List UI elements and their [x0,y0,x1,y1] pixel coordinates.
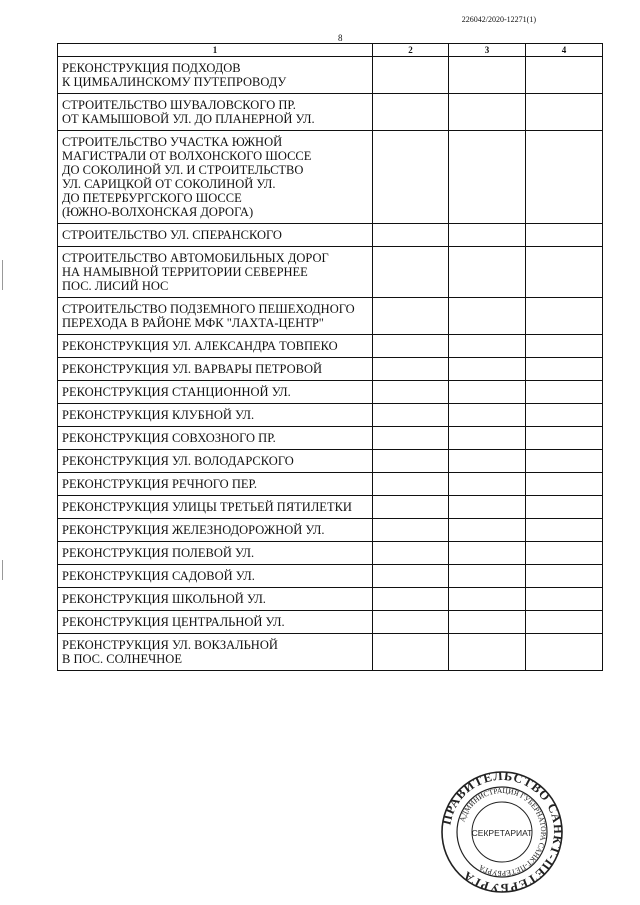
empty-cell [526,381,603,404]
empty-cell [526,611,603,634]
empty-cell [449,519,526,542]
table-row [58,427,603,450]
table-row [58,57,603,94]
empty-cell [373,335,449,358]
empty-cell [449,358,526,381]
row-name-cell: РЕКОНСТРУКЦИЯ СТАНЦИОННОЙ УЛ. [58,381,373,404]
empty-cell [373,588,449,611]
table-row [58,298,603,335]
empty-cell [526,473,603,496]
empty-cell [526,404,603,427]
empty-cell [373,131,449,224]
empty-cell [373,57,449,94]
empty-cell [449,634,526,671]
empty-cell [449,335,526,358]
empty-cell [373,496,449,519]
row-name-cell: РЕКОНСТРУКЦИЯ РЕЧНОГО ПЕР. [58,473,373,496]
empty-cell [449,224,526,247]
empty-cell [526,450,603,473]
row-name-cell: РЕКОНСТРУКЦИЯ ЦЕНТРАЛЬНОЙ УЛ. [58,611,373,634]
row-name-cell: СТРОИТЕЛЬСТВО АВТОМОБИЛЬНЫХ ДОРОГ НА НАМЫВНОЙ ТЕРРИТОРИИ СЕВЕРНЕЕ ПОС. ЛИСИЙ НОС [58,247,373,298]
table-row [58,358,603,381]
row-name-cell: РЕКОНСТРУКЦИЯ САДОВОЙ УЛ. [58,565,373,588]
table-row [58,473,603,496]
empty-cell [526,358,603,381]
row-name-cell: РЕКОНСТРУКЦИЯ УЛ. ВОКЗАЛЬНОЙ В ПОС. СОЛНЕЧНОЕ [58,634,373,671]
empty-cell [449,57,526,94]
empty-cell [449,381,526,404]
table-row [58,381,603,404]
row-name-cell: РЕКОНСТРУКЦИЯ ЖЕЛЕЗНОДОРОЖНОЙ УЛ. [58,519,373,542]
empty-cell [373,224,449,247]
row-name-cell: РЕКОНСТРУКЦИЯ ПОДХОДОВ К ЦИМБАЛИНСКОМУ ПУТЕПРОВОДУ [58,57,373,94]
roads-table [57,43,603,671]
svg-text:ПРАВИТЕЛЬСТВО САНКТ-ПЕТЕРБУРГА: ПРАВИТЕЛЬСТВО САНКТ-ПЕТЕРБУРГА [440,770,564,894]
column-header: 3 [449,44,526,57]
seal-graphic [440,770,564,894]
empty-cell [526,131,603,224]
row-name-cell: СТРОИТЕЛЬСТВО УЧАСТКА ЮЖНОЙ МАГИСТРАЛИ ОТ ВОЛХОНСКОГО ШОССЕ ДО СОКОЛИНОЙ УЛ. И СТРОИТЕЛЬСТВО УЛ. САРИЦКОЙ ОТ СОКОЛИНОЙ УЛ. ДО ПЕТЕРБУРГСКОГО ШОССЕ (ЮЖНО-ВОЛХОНСКАЯ ДОРОГА) [58,131,373,224]
table-row [58,611,603,634]
empty-cell [449,450,526,473]
empty-cell [526,496,603,519]
empty-cell [526,542,603,565]
empty-cell [373,94,449,131]
empty-cell [526,94,603,131]
empty-cell [449,94,526,131]
table-row [58,94,603,131]
table-row [58,450,603,473]
empty-cell [373,381,449,404]
empty-cell [373,634,449,671]
table-row [58,542,603,565]
empty-cell [449,247,526,298]
empty-cell [449,427,526,450]
table-row [58,335,603,358]
row-name-cell: СТРОИТЕЛЬСТВО ПОДЗЕМНОГО ПЕШЕХОДНОГО ПЕРЕХОДА В РАЙОНЕ МФК "ЛАХТА-ЦЕНТР" [58,298,373,335]
empty-cell [526,247,603,298]
official-seal [440,770,564,894]
column-header: 4 [526,44,603,57]
empty-cell [526,57,603,94]
row-name-cell: РЕКОНСТРУКЦИЯ СОВХОЗНОГО ПР. [58,427,373,450]
row-name-cell: РЕКОНСТРУКЦИЯ КЛУБНОЙ УЛ. [58,404,373,427]
empty-cell [373,565,449,588]
empty-cell [449,131,526,224]
table-row [58,496,603,519]
document-id: 226042/2020-12271(1) [461,15,536,24]
empty-cell [449,496,526,519]
column-header: 2 [373,44,449,57]
empty-cell [449,588,526,611]
empty-cell [373,611,449,634]
table-row [58,224,603,247]
table-row [58,634,603,671]
row-name-cell: РЕКОНСТРУКЦИЯ УЛ. АЛЕКСАНДРА ТОВПЕКО [58,335,373,358]
empty-cell [526,634,603,671]
table-row [58,519,603,542]
empty-cell [449,611,526,634]
empty-cell [449,473,526,496]
table-header-row [58,44,603,57]
empty-cell [449,298,526,335]
row-name-cell: СТРОИТЕЛЬСТВО УЛ. СПЕРАНСКОГО [58,224,373,247]
empty-cell [526,519,603,542]
empty-cell [373,404,449,427]
empty-cell [449,565,526,588]
table-row [58,131,603,224]
empty-cell [373,473,449,496]
row-name-cell: РЕКОНСТРУКЦИЯ УЛИЦЫ ТРЕТЬЕЙ ПЯТИЛЕТКИ [58,496,373,519]
row-name-cell: РЕКОНСТРУКЦИЯ УЛ. ВАРВАРЫ ПЕТРОВОЙ [58,358,373,381]
empty-cell [526,298,603,335]
column-header: 1 [58,44,373,57]
empty-cell [526,427,603,450]
row-name-cell: СТРОИТЕЛЬСТВО ШУВАЛОВСКОГО ПР. ОТ КАМЫШОВОЙ УЛ. ДО ПЛАНЕРНОЙ УЛ. [58,94,373,131]
empty-cell [526,565,603,588]
empty-cell [373,427,449,450]
empty-cell [373,358,449,381]
svg-text:СЕКРЕТАРИАТ: СЕКРЕТАРИАТ [471,828,533,838]
table-row [58,404,603,427]
empty-cell [526,588,603,611]
row-name-cell: РЕКОНСТРУКЦИЯ УЛ. ВОЛОДАРСКОГО [58,450,373,473]
empty-cell [449,404,526,427]
page-number: 8 [338,33,343,43]
empty-cell [373,542,449,565]
empty-cell [373,298,449,335]
empty-cell [373,247,449,298]
empty-cell [373,519,449,542]
empty-cell [526,224,603,247]
row-name-cell: РЕКОНСТРУКЦИЯ ПОЛЕВОЙ УЛ. [58,542,373,565]
empty-cell [449,542,526,565]
table-row [58,247,603,298]
svg-text:АДМИНИСТРАЦИЯ ГУБЕРНАТОРА САНК: АДМИНИСТРАЦИЯ ГУБЕРНАТОРА САНКТ-ПЕТЕРБУРГА [457,785,549,879]
empty-cell [526,335,603,358]
table-row [58,565,603,588]
table-row [58,588,603,611]
row-name-cell: РЕКОНСТРУКЦИЯ ШКОЛЬНОЙ УЛ. [58,588,373,611]
scan-margin-marks [2,0,6,905]
empty-cell [373,450,449,473]
